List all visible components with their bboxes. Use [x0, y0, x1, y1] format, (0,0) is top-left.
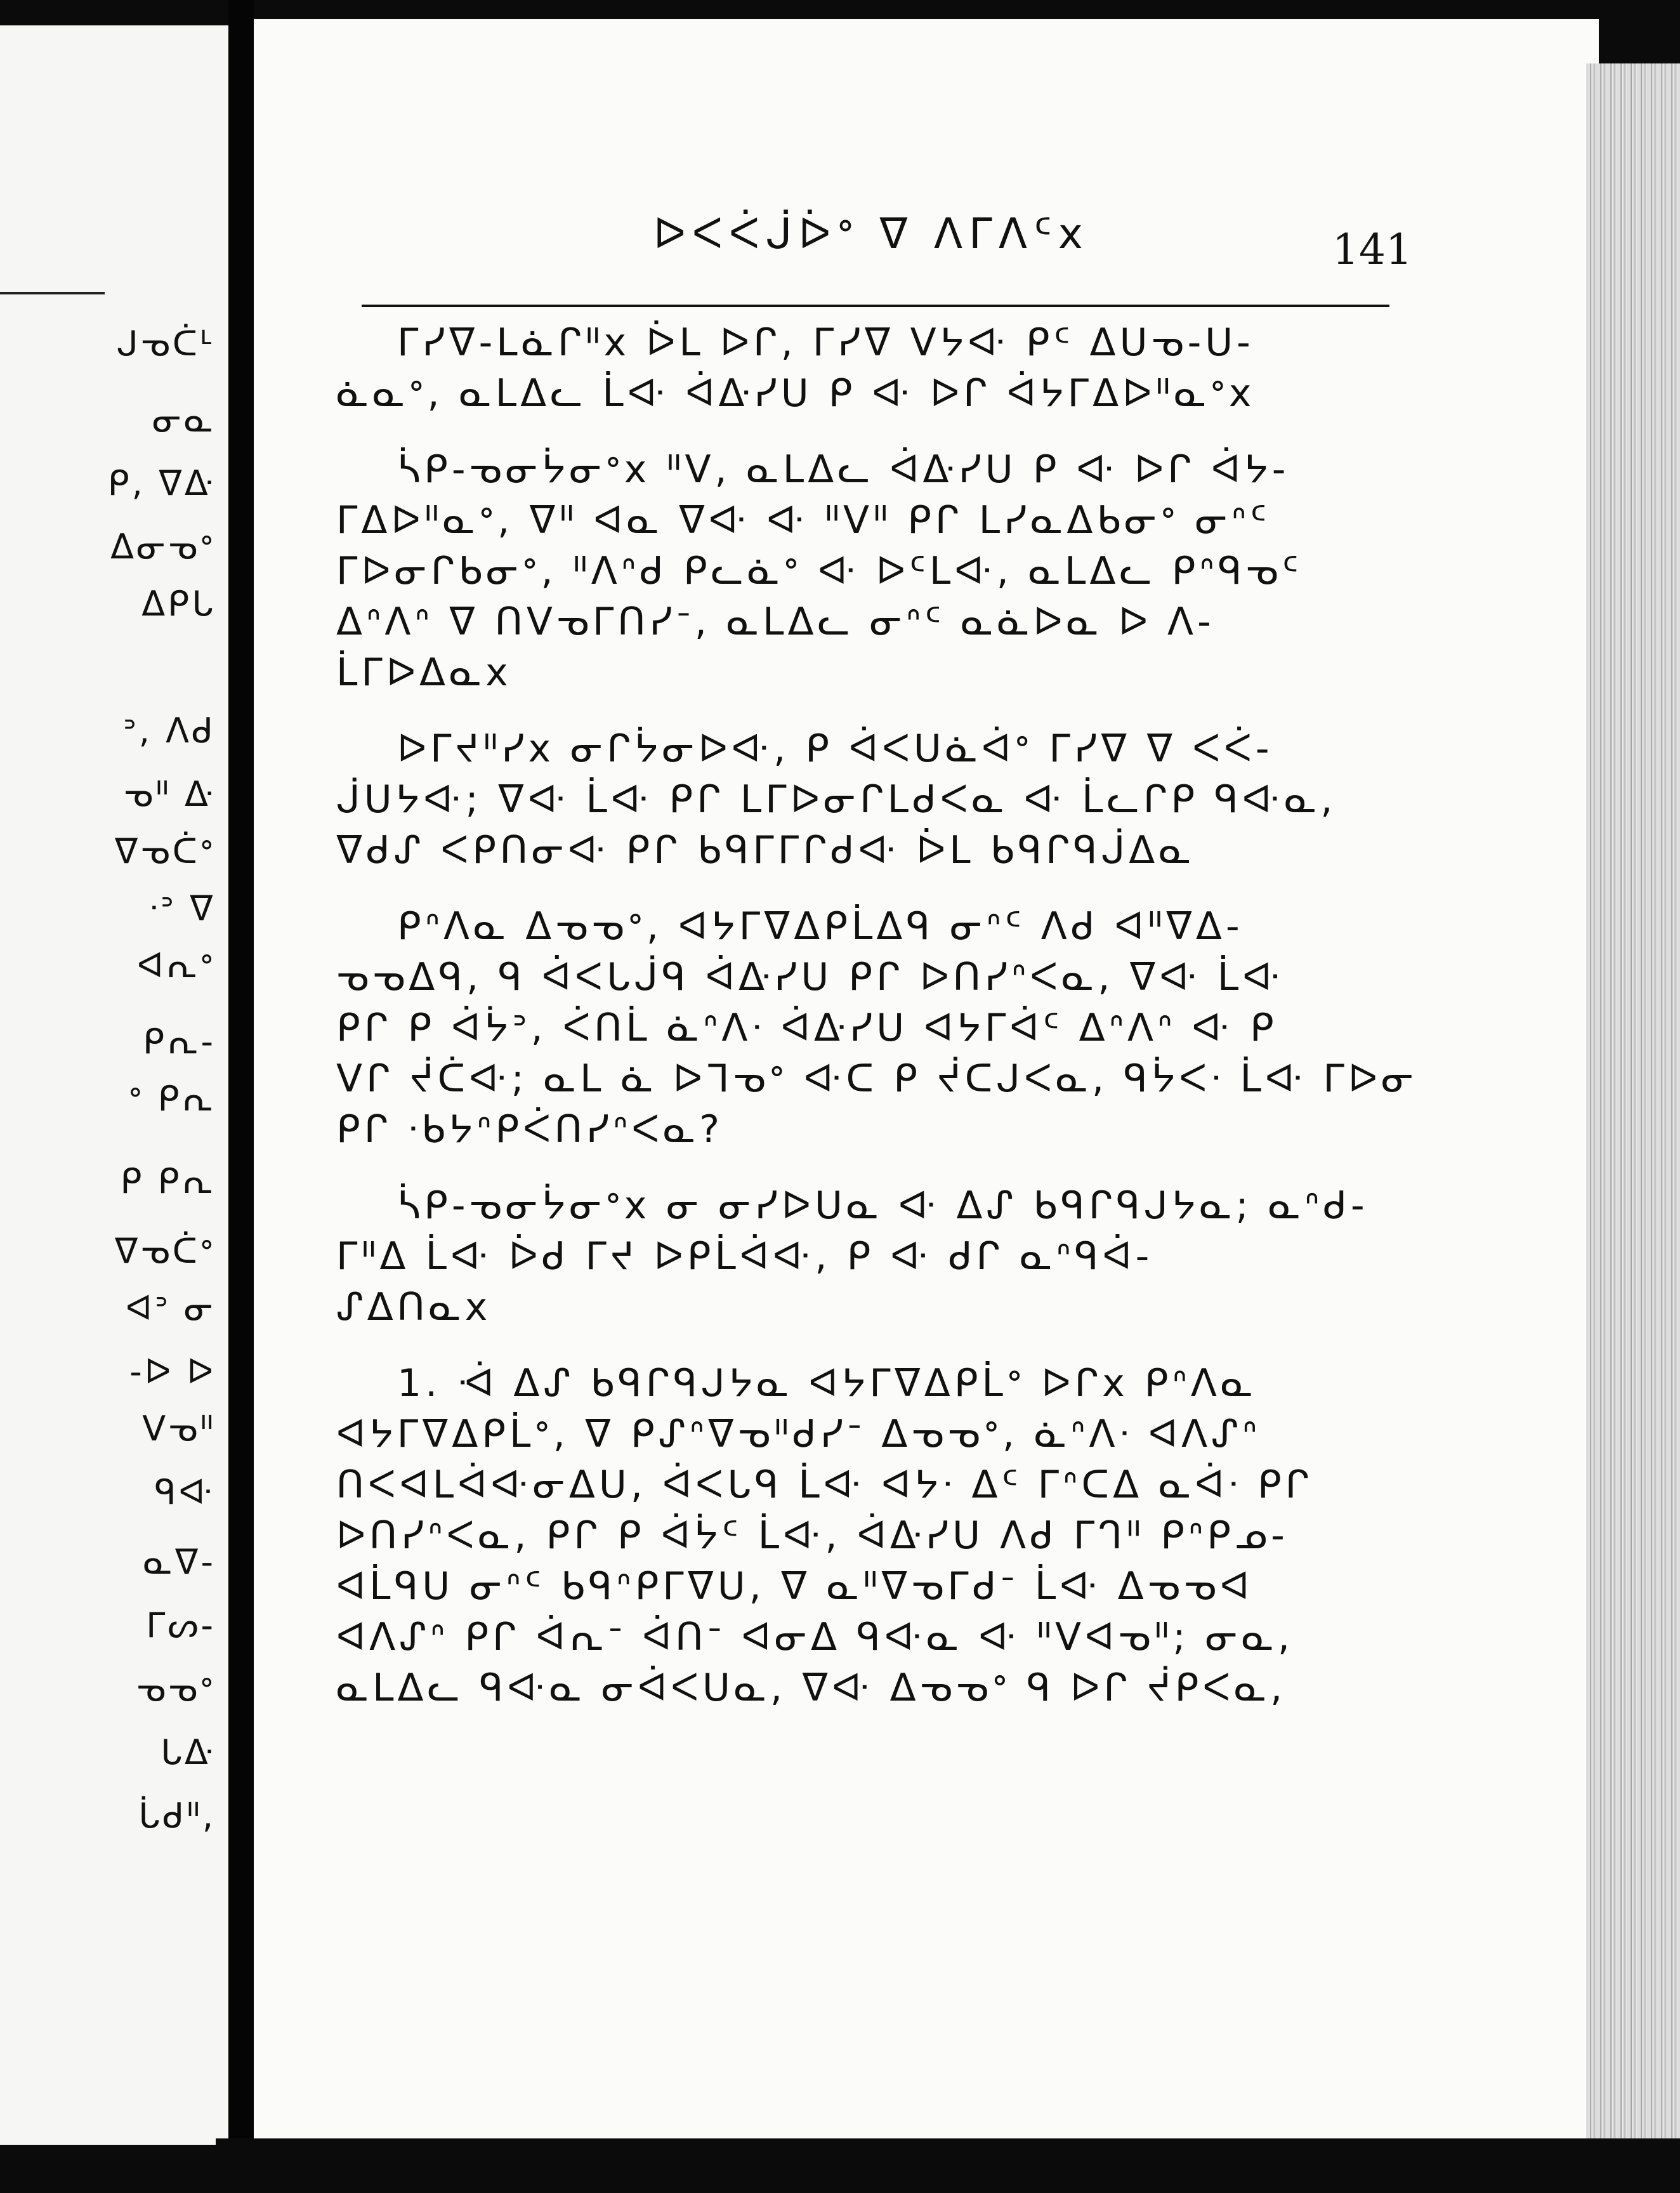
text-line: ᐊᒫᑫᑌ ᓂᐢᑦ ᑲᑫᐢᑭᒥᐁᑌ, ᐁ ᓇᐦᐁᓀᒥᑯᐨ ᒫᐘ ᐃᓀᓀᐊ: [336, 1564, 1254, 1609]
bottom-shadow: [216, 2138, 1680, 2193]
book-gutter: [228, 0, 254, 2193]
left-page-fragment: ᑭᕆ-: [143, 1022, 216, 1062]
left-page-fragment: ᐁᓀᑖᐤ: [114, 1231, 216, 1271]
text-line: ᓵᑭ-ᓀᓂᔮᓂᐤx ᐦᐯ, ᓇᒪᐃᓚ ᐋᐏᓯᑌ ᑭ ᐘ ᐅᒋ ᐋᔭ-: [397, 447, 1290, 492]
left-page: [0, 25, 228, 2145]
text-line: ᒥᐦᐃ ᒫᐘ ᐆᑯ ᒥᔪ ᐅᑭᒫᐋᐘ, ᑭ ᐘ ᑯᒋ ᓇᐢᑫᐋ-: [336, 1234, 1153, 1279]
left-page-fragment: ᒑᑯᐦ,: [138, 1796, 216, 1836]
paragraph: [336, 444, 1389, 698]
running-head: ᐅᐸᐹᒎᐆᐤ ᐁ ᐱᒥᐱᑦx: [653, 209, 1089, 258]
body-text: [336, 317, 1418, 1713]
left-page-fragment: ᐣ, ᐱᑯ: [122, 711, 216, 751]
text-line: 1. ᐙ ᐃᔑ ᑲᑫᒋᑫᒍᔭᓇ ᐊᔭᒥᐁᐃᑭᒫᐤ ᐅᒋx ᑭᐢᐱᓇ: [397, 1361, 1257, 1406]
text-line: ᐃᐢᐱᐢ ᐁ ᑎᐯᓀᒥᑎᓯᐨ, ᓇᒪᐃᓚ ᓂᐢᑦ ᓇᓈᐅᓇ ᐅ ᐱ-: [336, 600, 1215, 644]
left-page-fragment: ᒍᓀᑖᒻ: [116, 324, 216, 364]
text-line: ᓈᓇᐤ, ᓇᒪᐃᓚ ᒫᐘ ᐋᐏᓯᑌ ᑭ ᐘ ᐅᒋ ᐋᔭᒥᐃᐅᐦᓇᐤx: [336, 371, 1256, 416]
left-page-fragment: ᑫᐘ: [154, 1472, 216, 1512]
text-line: ᐊᔭᒥᐁᐃᑭᒫᐤ, ᐁ ᑭᔑᐢᐁᓀᐦᑯᓯᐨ ᐃᓀᓀᐤ, ᓈᐢᐱᐧ ᐊᐱᔑᐢ: [336, 1412, 1261, 1456]
left-page-fragment: ᐧᐣ ᐁ: [148, 888, 216, 928]
text-line: ᑭᒋ ᑭ ᐋᔮᐣ, ᐹᑎᒫ ᓈᐢᐱᐧ ᐋᐏᓯᑌ ᐊᔭᒥᐋᑦ ᐃᐢᐱᐢ ᐘ ᑭ: [336, 1006, 1278, 1050]
text-line: ᑭᒋ ᐧᑲᔭᐢᑭᐹᑎᓯᐢᐸᓇ?: [336, 1107, 724, 1152]
text-line: ᐅᒥᔪᐦᓯx ᓂᒋᔮᓂᐅᐘ, ᑭ ᐋᐸᑌᓈᐋᐤ ᒥᓯᐁ ᐁ ᐸᐹ-: [397, 727, 1273, 771]
text-line: ᐊᐱᔑᐢ ᑭᒋ ᐋᕆᐨ ᐋᑎᐨ ᐊᓂᐃ ᑫᐘᓇ ᐘ ᐦᐯᐊᓀᐦ; ᓂᓇ,: [336, 1615, 1294, 1659]
paragraph: [336, 1358, 1389, 1713]
left-page-fragment: ᒥᔕ-: [146, 1605, 216, 1645]
left-page-fragment: ᐯᓀᐦ: [142, 1409, 216, 1449]
paragraph-gap: [336, 419, 1389, 444]
paragraph: [336, 901, 1418, 1155]
left-page-fragment: ᓇᐁ-: [143, 1542, 216, 1582]
page-number: 141: [1332, 225, 1412, 274]
left-page-fragment: ᒐᐏ: [161, 1732, 216, 1772]
text-line: ᑭᐢᐱᓇ ᐃᓀᓀᐤ, ᐊᔭᒥᐁᐃᑭᒫᐃᑫ ᓂᐢᑦ ᐱᑯ ᐊᐦᐁᐃ-: [397, 904, 1244, 949]
left-page-fragment: ᐊᕆᐤ: [137, 945, 216, 985]
left-page-fragment: ᐁᓀᑖᐤ: [114, 831, 216, 871]
left-page-fragment: ᐊᐣ ᓂ: [126, 1288, 216, 1328]
left-page-fragment: ᓀᓀᐤ: [136, 1669, 216, 1709]
left-page-fragment: ᐃᑭᒐ: [141, 584, 216, 624]
left-page-fragment: ᑭ ᑭᕆ: [120, 1161, 216, 1201]
header-rule: [362, 305, 1389, 307]
text-line: ᐅᑎᓯᐢᐸᓇ, ᑭᒋ ᑭ ᐋᔮᑦ ᒫᐘ, ᐋᐏᓯᑌ ᐱᑯ ᒥᒉᐦ ᑭᐢᑭᓄ-: [336, 1513, 1289, 1558]
text-line: ᐁᑯᔑ ᐸᑭᑎᓂᐘ ᑭᒋ ᑲᑫᒥᒥᒋᑯᐘ ᐆᒪ ᑲᑫᒋᑫᒎᐃᓇ: [336, 828, 1195, 873]
paragraph: [336, 317, 1389, 419]
left-page-rule: [0, 292, 105, 294]
paragraph-gap: [336, 876, 1389, 901]
text-line: ᒥᐅᓂᒋᑲᓂᐤ, ᐦᐱᐢᑯ ᑭᓚᓈᐤ ᐘ ᐅᑦᒪᐘ, ᓇᒪᐃᓚ ᑭᐢᑫᓀᑦ: [336, 549, 1303, 593]
text-line: ᓇᒪᐃᓚ ᑫᐘᓇ ᓂᐋᐸᑌᓇ, ᐁᐘ ᐃᓀᓀᐤ ᑫ ᐅᒋ ᔫᑭᐸᓇ,: [336, 1666, 1287, 1710]
paragraph: [336, 1180, 1389, 1333]
paragraph-gap: [336, 698, 1389, 723]
text-line: ᒫᒥᐅᐃᓇx: [336, 650, 512, 695]
left-page-fragment: ᑭ, ᐁᐏ: [107, 463, 216, 503]
paragraph: [336, 723, 1389, 876]
paragraph-gap: [336, 1155, 1389, 1180]
paragraph-gap: [336, 1333, 1389, 1358]
left-page-fragment: ᓀᐦ ᐏ: [123, 774, 216, 814]
left-page-fragment: ᓂᓇ: [152, 400, 216, 440]
text-line: ᔑᐃᑎᓇx: [336, 1285, 492, 1329]
text-line: ᒥᓯᐁ-ᒪᓈᒋᐦx ᐆᒪ ᐅᒋ, ᒥᓯᐁ ᐯᔭᐘ ᑭᑦ ᐃᑌᓀ-ᑌ-: [397, 320, 1254, 365]
text-line: ᑎᐸᐊᒪᐋᐘᓂᐃᑌ, ᐋᐸᒐᑫ ᒫᐘ ᐊᔭᐧ ᐃᑦ ᒥᐢᑕᐃ ᓇᐋᐧ ᑭᒋ: [336, 1463, 1313, 1507]
left-page-fragment: ᐤ ᑭᕆ: [128, 1079, 216, 1119]
text-line: ᓀᓀᐃᑫ, ᑫ ᐋᐸᒐᒎᑫ ᐋᐏᓯᑌ ᑭᒋ ᐅᑎᓯᐢᐸᓇ, ᐁᐘ ᒫᐘ: [336, 955, 1285, 999]
page-edges: [1586, 63, 1680, 2138]
text-line: ᐯᒋ ᔫᑖᐘ; ᓇᒪ ᓈ ᐅᒣᓀᐤ ᐘᑕ ᑭ ᔫᑕᒍᐸᓇ, ᑫᔮᐸᐧ ᒫᐘ ᒥᐅᓂ: [336, 1057, 1418, 1101]
text-line: ᓵᑭ-ᓀᓂᔮᓂᐤx ᓂ ᓂᓯᐅᑌᓇ ᐘ ᐃᔑ ᑲᑫᒋᑫᒍᔭᓇ; ᓇᐢᑯ-: [397, 1183, 1368, 1228]
left-page-fragment: -ᐅ ᐅ: [129, 1352, 216, 1392]
left-page-fragment: ᐃᓂᓀᐤ: [110, 527, 216, 567]
text-line: ᒥᐃᐅᐦᓇᐤ, ᐁᐦ ᐊᓇ ᐁᐘ ᐘ ᐦᐯᐦ ᑭᒋ ᒪᓯᓇᐃᑲᓂᐤ ᓂᐢᑦ: [336, 498, 1271, 543]
text-line: ᒎᑌᔭᐘ; ᐁᐘ ᒫᐘ ᑭᒋ ᒪᒥᐅᓂᒋᒪᑯᐸᓇ ᐘ ᒫᓚᒋᑭ ᑫᐘᓇ,: [336, 777, 1337, 822]
